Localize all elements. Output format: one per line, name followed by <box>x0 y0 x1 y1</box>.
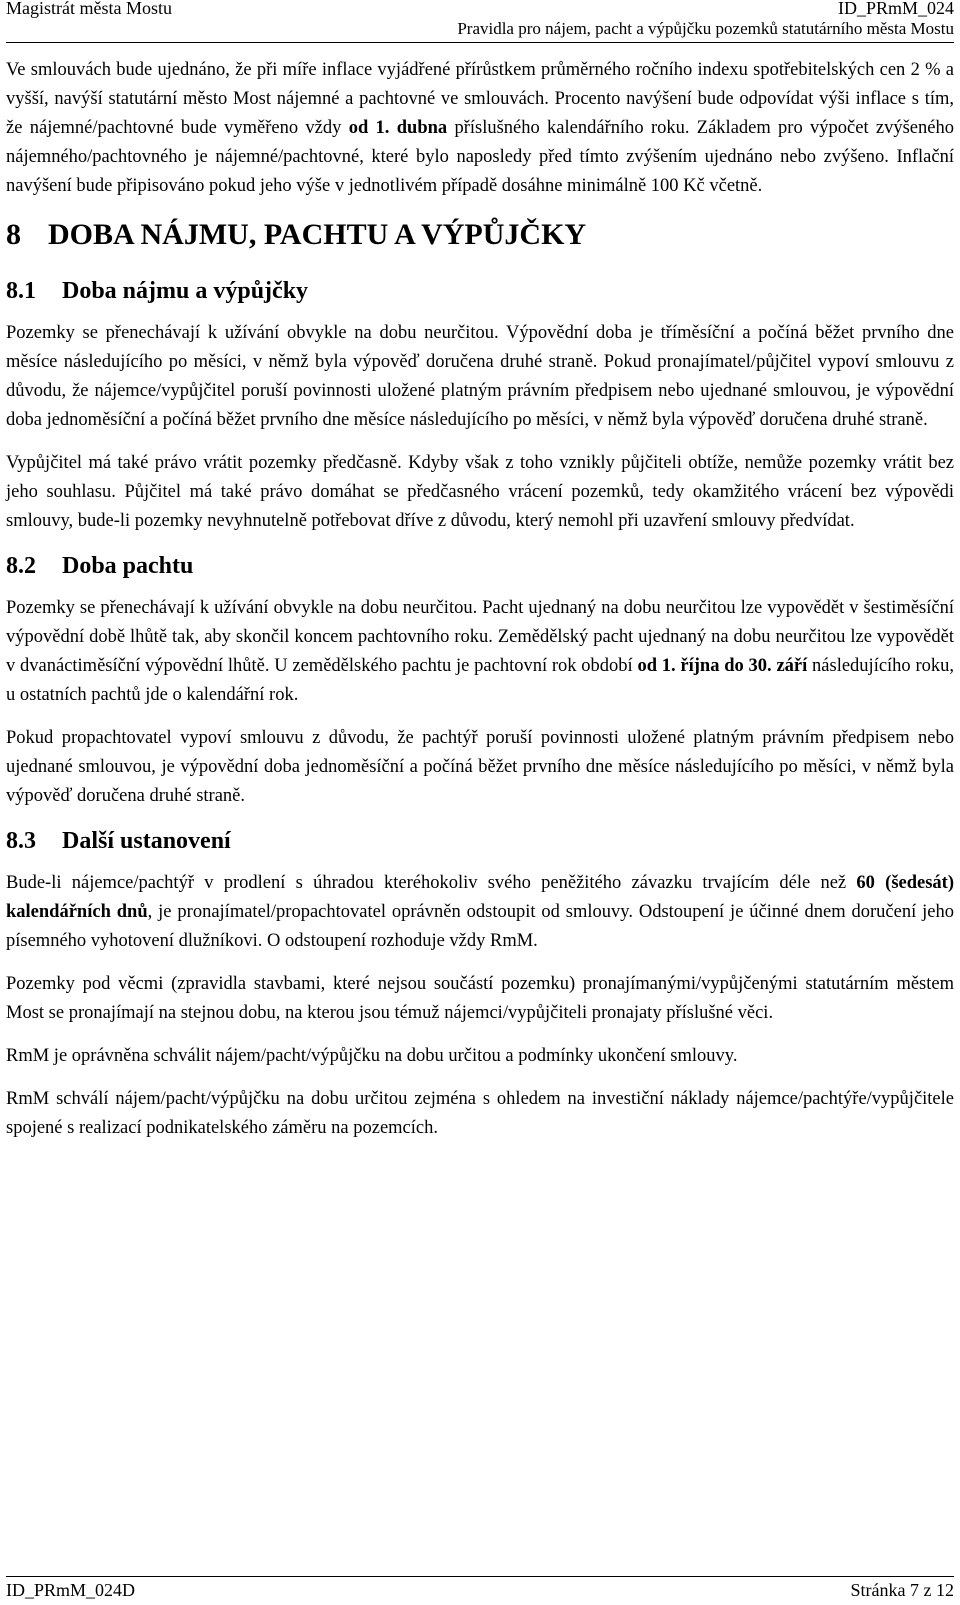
header-org: Magistrát města Mostu <box>6 0 172 18</box>
document-body <box>6 56 954 1157</box>
paragraph-8-1-1: Pozemky se přenechávají k užívání obvykle na dobu neurčitou. Výpovědní doba je tříměsíční a počíná běžet prvního dne měsíce následujícího po měsíci, v němž byla výpověď doručena druhé straně. Pokud pronajímatel/půjčitel vypoví smlouvu z důvodu, že nájemce/vypůjčitel poruší povinnosti uložené platným právním předpisem nebo ujednané smlouvou, je výpovědní doba jednoměsíční a počíná běžet prvního dne měsíce následujícího po měsíci, v němž byla výpověď doručena druhé straně. <box>6 323 954 430</box>
subsection-heading-8-1: 8.1 Doba nájmu a výpůjčky <box>6 278 309 304</box>
page-header <box>6 0 954 44</box>
page-footer <box>6 1576 954 1605</box>
paragraph-8-3-3: RmM je oprávněna schválit nájem/pacht/výpůjčku na dobu určitou a podmínky ukončení smlouvy. <box>6 1046 738 1066</box>
days-emphasis: 60 (šedesát) kalendářních dnů <box>6 873 955 922</box>
header-doc-title: Pravidla pro nájem, pacht a výpůjčku pozemků statutárního města Mostu <box>457 19 954 38</box>
paragraph-8-1-2: Vypůjčitel má také právo vrátit pozemky předčasně. Kdyby však z toho vznikly půjčiteli obtíže, nemůže pozemky vrátit bez jeho souhlasu. Půjčitel má také právo domáhat se předčasného vrácení pozemků, tedy okamžitého vrácení bez výpovědi smlouvy, bude-li pozemky nevyhnutelně potřebovat dříve z důvodu, který nemohl při uzavření smlouvy předvídat. <box>6 453 954 531</box>
footer-page-number: Stránka 7 z 12 <box>850 1580 954 1600</box>
section-heading-8: 8 DOBA NÁJMU, PACHTU A VÝPŮJČKY <box>6 218 587 251</box>
subsection-heading-8-2: 8.2 Doba pachtu <box>6 553 194 579</box>
paragraph-8-3-1: Bude-li nájemce/pachtýř v prodlení s úhradou kteréhokoliv svého peněžitého závazku trvajícím déle než 60 (šedesát) kalendářních dnů, je pronajímatel/propachtovatel oprávněn odstoupit od smlouvy. Odstoupení je účinné dnem doručení jeho písemného vyhotovení dlužníkovi. O odstoupení rozhoduje vždy RmM. <box>6 873 955 951</box>
date-emphasis: od 1. dubna <box>348 118 448 138</box>
period-emphasis: od 1. října do 30. září <box>637 656 808 676</box>
footer-doc-code: ID_PRmM_024D <box>6 1580 136 1600</box>
paragraph-8-3-4: RmM schválí nájem/pacht/výpůjčku na dobu určitou zejména s ohledem na investiční náklady nájemce/pachtýře/vypůjčitele spojené s realizací podnikatelského záměru na pozemcích. <box>6 1089 954 1138</box>
paragraph-8-2-2: Pokud propachtovatel vypoví smlouvu z důvodu, že pachtýř poruší povinnosti uložené platným právním předpisem nebo ujednané smlouvou, je výpovědní doba jednoměsíční a počíná běžet prvního dne měsíce následujícího po měsíci, v němž byla výpověď doručena druhé straně. <box>6 728 954 806</box>
intro-paragraph: Ve smlouvách bude ujednáno, že při míře inflace vyjádřené přírůstkem průměrného ročního indexu spotřebitelských cen 2 % a vyšší, navýší statutární město Most nájemné a pachtovné ve smlouvách. Procento navýšení bude odpovídat výši inflace s tím, že nájemné/pachtovné bude vyměřeno vždy od 1. dubna příslušného kalendářního roku. Základem pro výpočet zvýšeného nájemného/pachtovného je nájemné/pachtovné, které bylo naposledy před tímto zvýšením ujednáno nebo zvýšeno. Inflační navýšení bude připisováno pokud jeho výše v jednotlivém případě dosáhne minimálně 100 Kč včetně. <box>6 60 954 196</box>
paragraph-8-3-2: Pozemky pod věcmi (zpravidla stavbami, které nejsou součástí pozemku) pronajímanými/vypůjčenými statutárním městem Most se pronajímají na stejnou dobu, na kterou jsou témuž nájemci/vypůjčiteli pronajaty příslušné věci. <box>6 974 954 1023</box>
header-rule <box>6 42 954 43</box>
subsection-heading-8-3: 8.3 Další ustanovení <box>6 828 231 854</box>
paragraph-8-2-1: Pozemky se přenechávají k užívání obvykle na dobu neurčitou. Pacht ujednaný na dobu neurčitou lze vypovědět v šestiměsíční výpovědní době lhůtě tak, aby skončil koncem pachtovního roku. Zemědělský pacht ujednaný na dobu neurčitou lze vypovědět v dvanáctiměsíční výpovědní lhůtě. U zemědělského pachtu je pachtovní rok období od 1. října do 30. září následujícího roku, u ostatních pachtů jde o kalendářní rok. <box>6 598 954 705</box>
footer-rule <box>6 1576 954 1577</box>
header-doc-id: ID_PRmM_024 <box>837 0 954 18</box>
